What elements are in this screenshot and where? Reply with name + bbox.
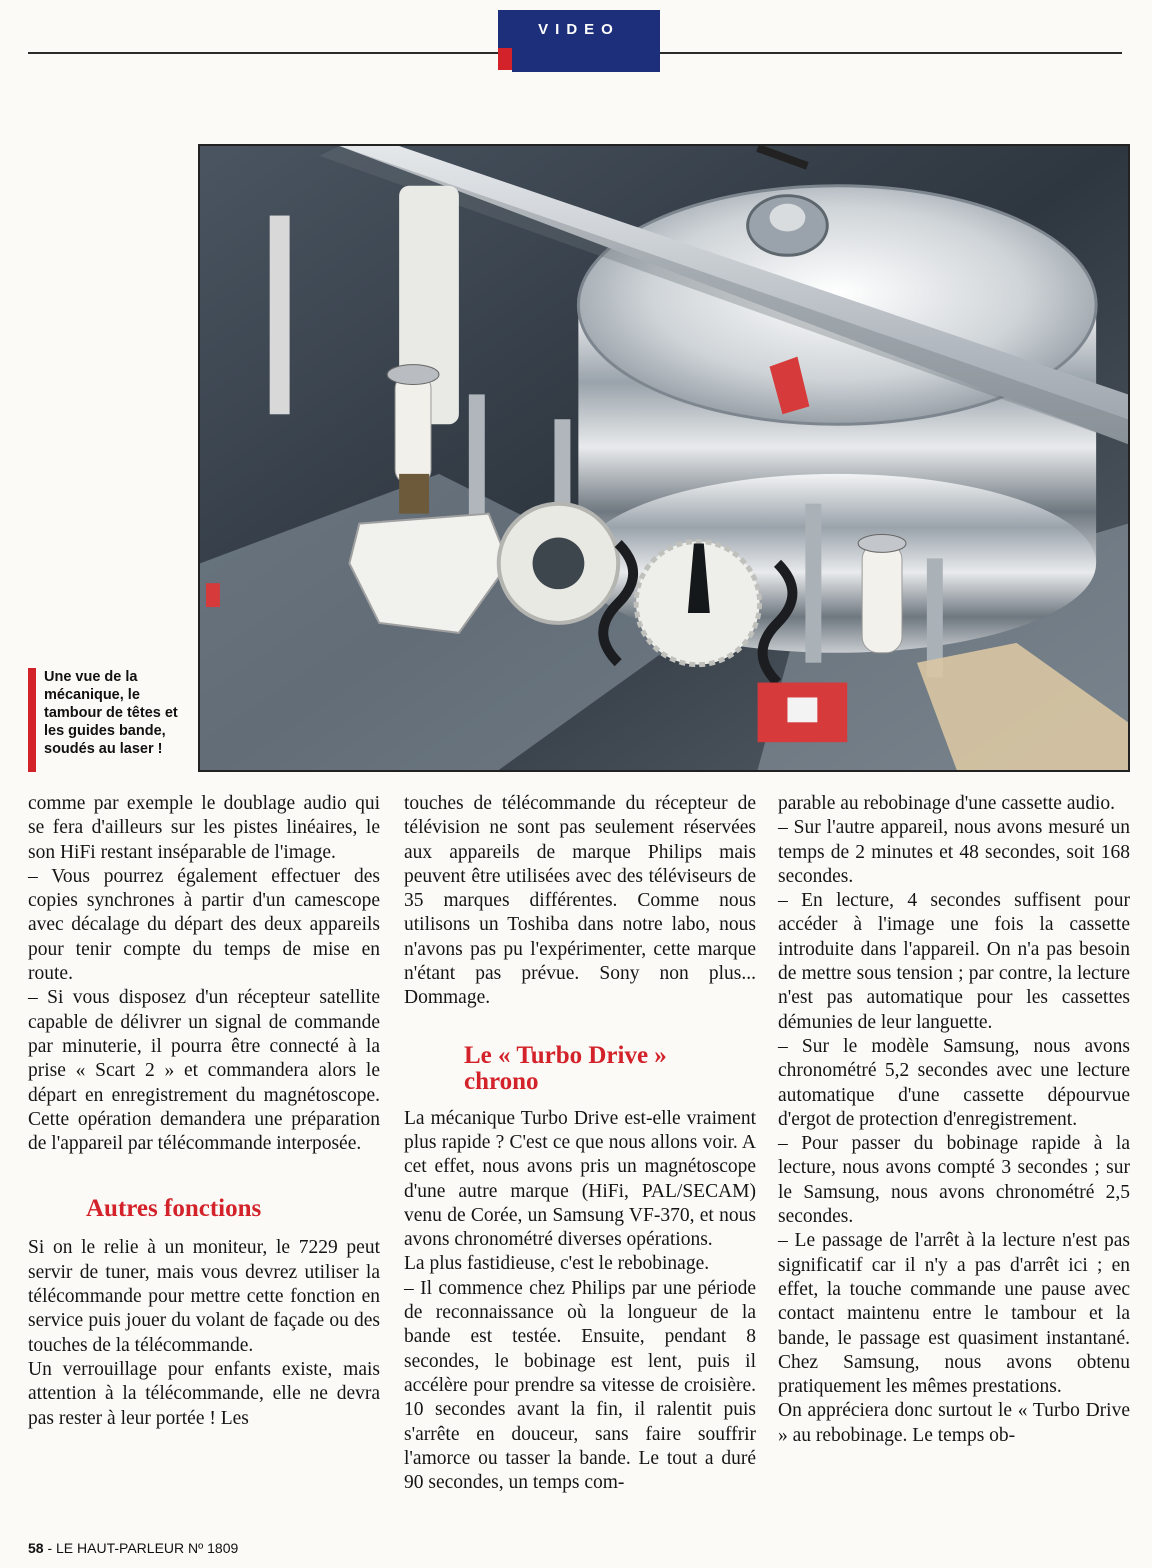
section-heading-line: Le « Turbo Drive »	[464, 1041, 667, 1069]
section-tab-blue-accent	[512, 48, 660, 72]
column-3	[778, 792, 1130, 1448]
paragraph: – Le passage de l'arrêt à la lecture n'est pas significatif car il n'y a pas d'arrêt ici ; en effet, la touche commande une pause avec contact maintenu entre le tambour et la bande, le passage est quasiment instantané. Chez Samsung, nous avons obtenu pratiquement les mêmes prestations.	[778, 1230, 1130, 1398]
header-rule-right	[660, 52, 1122, 54]
section-heading: Autres fonctions	[86, 1195, 262, 1223]
column-1	[28, 792, 380, 1431]
header-rule-left	[28, 52, 498, 54]
caption-accent-bar	[28, 668, 36, 772]
paragraph: touches de télécommande du récepteur de télévision ne sont pas seulement réservées aux appareils de marque Philips mais peuvent être utilisées avec des téléviseurs de 35 marques différentes. Comme nous utilisons un Toshiba dans notre labo, nous n'avons pas pu l'expérimenter, cette marque n'étant pas prévue. Sony non plus... Dommage.	[404, 793, 756, 1009]
paragraph: Un verrouillage pour enfants existe, mais attention à la télécommande, elle ne devra pas rester à leur portée ! Les	[28, 1358, 380, 1429]
paragraph: – Sur le modèle Samsung, nous avons chronométré 5,2 secondes avec une lecture automatique d'une cassette dépourvue d'ergot de protection d'enregistrement.	[778, 1035, 1130, 1130]
mechanism-photo	[198, 144, 1130, 772]
section-heading-line: chrono	[464, 1067, 539, 1095]
paragraph: Si on le relie à un moniteur, le 7229 peut servir de tuner, mais vous devrez utiliser la télécommande pour mettre cette fonction en service puis jouer du volant de façade ou des touches de la télécommande.	[28, 1237, 380, 1356]
paragraph: On appréciera donc surtout le « Turbo Drive » au rebobinage. Le temps ob-	[778, 1400, 1130, 1446]
paragraph: La mécanique Turbo Drive est-elle vraiment plus rapide ? C'est ce que nous allons voir. A cet effet, nous avons pris un magnétoscope d'une autre marque (HiFi, PAL/SECAM) venu de Corée, un Samsung VF-370, et nous avons chronométré diverses opérations.	[404, 1107, 756, 1251]
paragraph: – Sur l'autre appareil, nous avons mesuré un temps de 2 minutes et 48 secondes, soit 168 secondes.	[778, 817, 1130, 887]
paragraph: – Pour passer du bobinage rapide à la lecture, nous avons compté 3 secondes ; sur le Samsung, nous avons chronométré 2,5 secondes.	[778, 1133, 1130, 1228]
column-2	[404, 792, 756, 1495]
paragraph: parable au rebobinage d'une cassette audio.	[778, 793, 1116, 814]
paragraph: comme par exemple le doublage audio qui se fera d'ailleurs sur les pistes linéaires, le son HiFi restant inséparable de l'image.	[28, 793, 380, 863]
vcr-mechanism-illustration	[200, 146, 1128, 770]
photo-caption: Une vue de la mécanique, le tambour de têtes et les guides bande, soudés au laser !	[44, 669, 178, 757]
section-tab-red-accent	[498, 48, 512, 70]
paragraph: – En lecture, 4 secondes suffisent pour accéder à l'image une fois la cassette introduite dans l'appareil. On n'a pas besoin de mettre sous tension ; par contre, la lecture n'est pas automatique pour les cassettes démunies de leur languette.	[778, 890, 1130, 1033]
section-label: VIDEO	[498, 10, 660, 48]
section-heading	[464, 1043, 756, 1095]
paragraph: – Si vous disposez d'un récepteur satellite capable de délivrer un signal de commande par minuterie, il pourra être connecté à la prise « Scart 2 » et commandera alors le départ en enregistrement du magnétoscope. Cette opération demandera une préparation de l'appareil par télécommande interposée.	[28, 987, 380, 1155]
page-footer	[28, 1540, 238, 1556]
paragraph: La plus fastidieuse, c'est le rebobinage.	[404, 1253, 710, 1275]
publication-name: - LE HAUT-PARLEUR Nº 1809	[43, 1540, 239, 1556]
paragraph: – Vous pourrez également effectuer des copies synchrones à partir d'un camescope avec décalage du départ des deux appareils pour tenir compte du temps de mise en route.	[28, 865, 380, 985]
paragraph: – Il commence chez Philips par une période de reconnaissance où la longueur de la bande est testée. Ensuite, pendant 8 secondes, le bobinage est lent, puis il accélère pour prendre sa vitesse de croisière. 10 secondes avant la fin, il ralentit puis s'arrête en douceur, sans faire souffrir l'amorce ou tasser la bande. Le tout a duré 90 secondes, un temps com-	[404, 1277, 756, 1494]
page-number: 58	[28, 1540, 44, 1556]
